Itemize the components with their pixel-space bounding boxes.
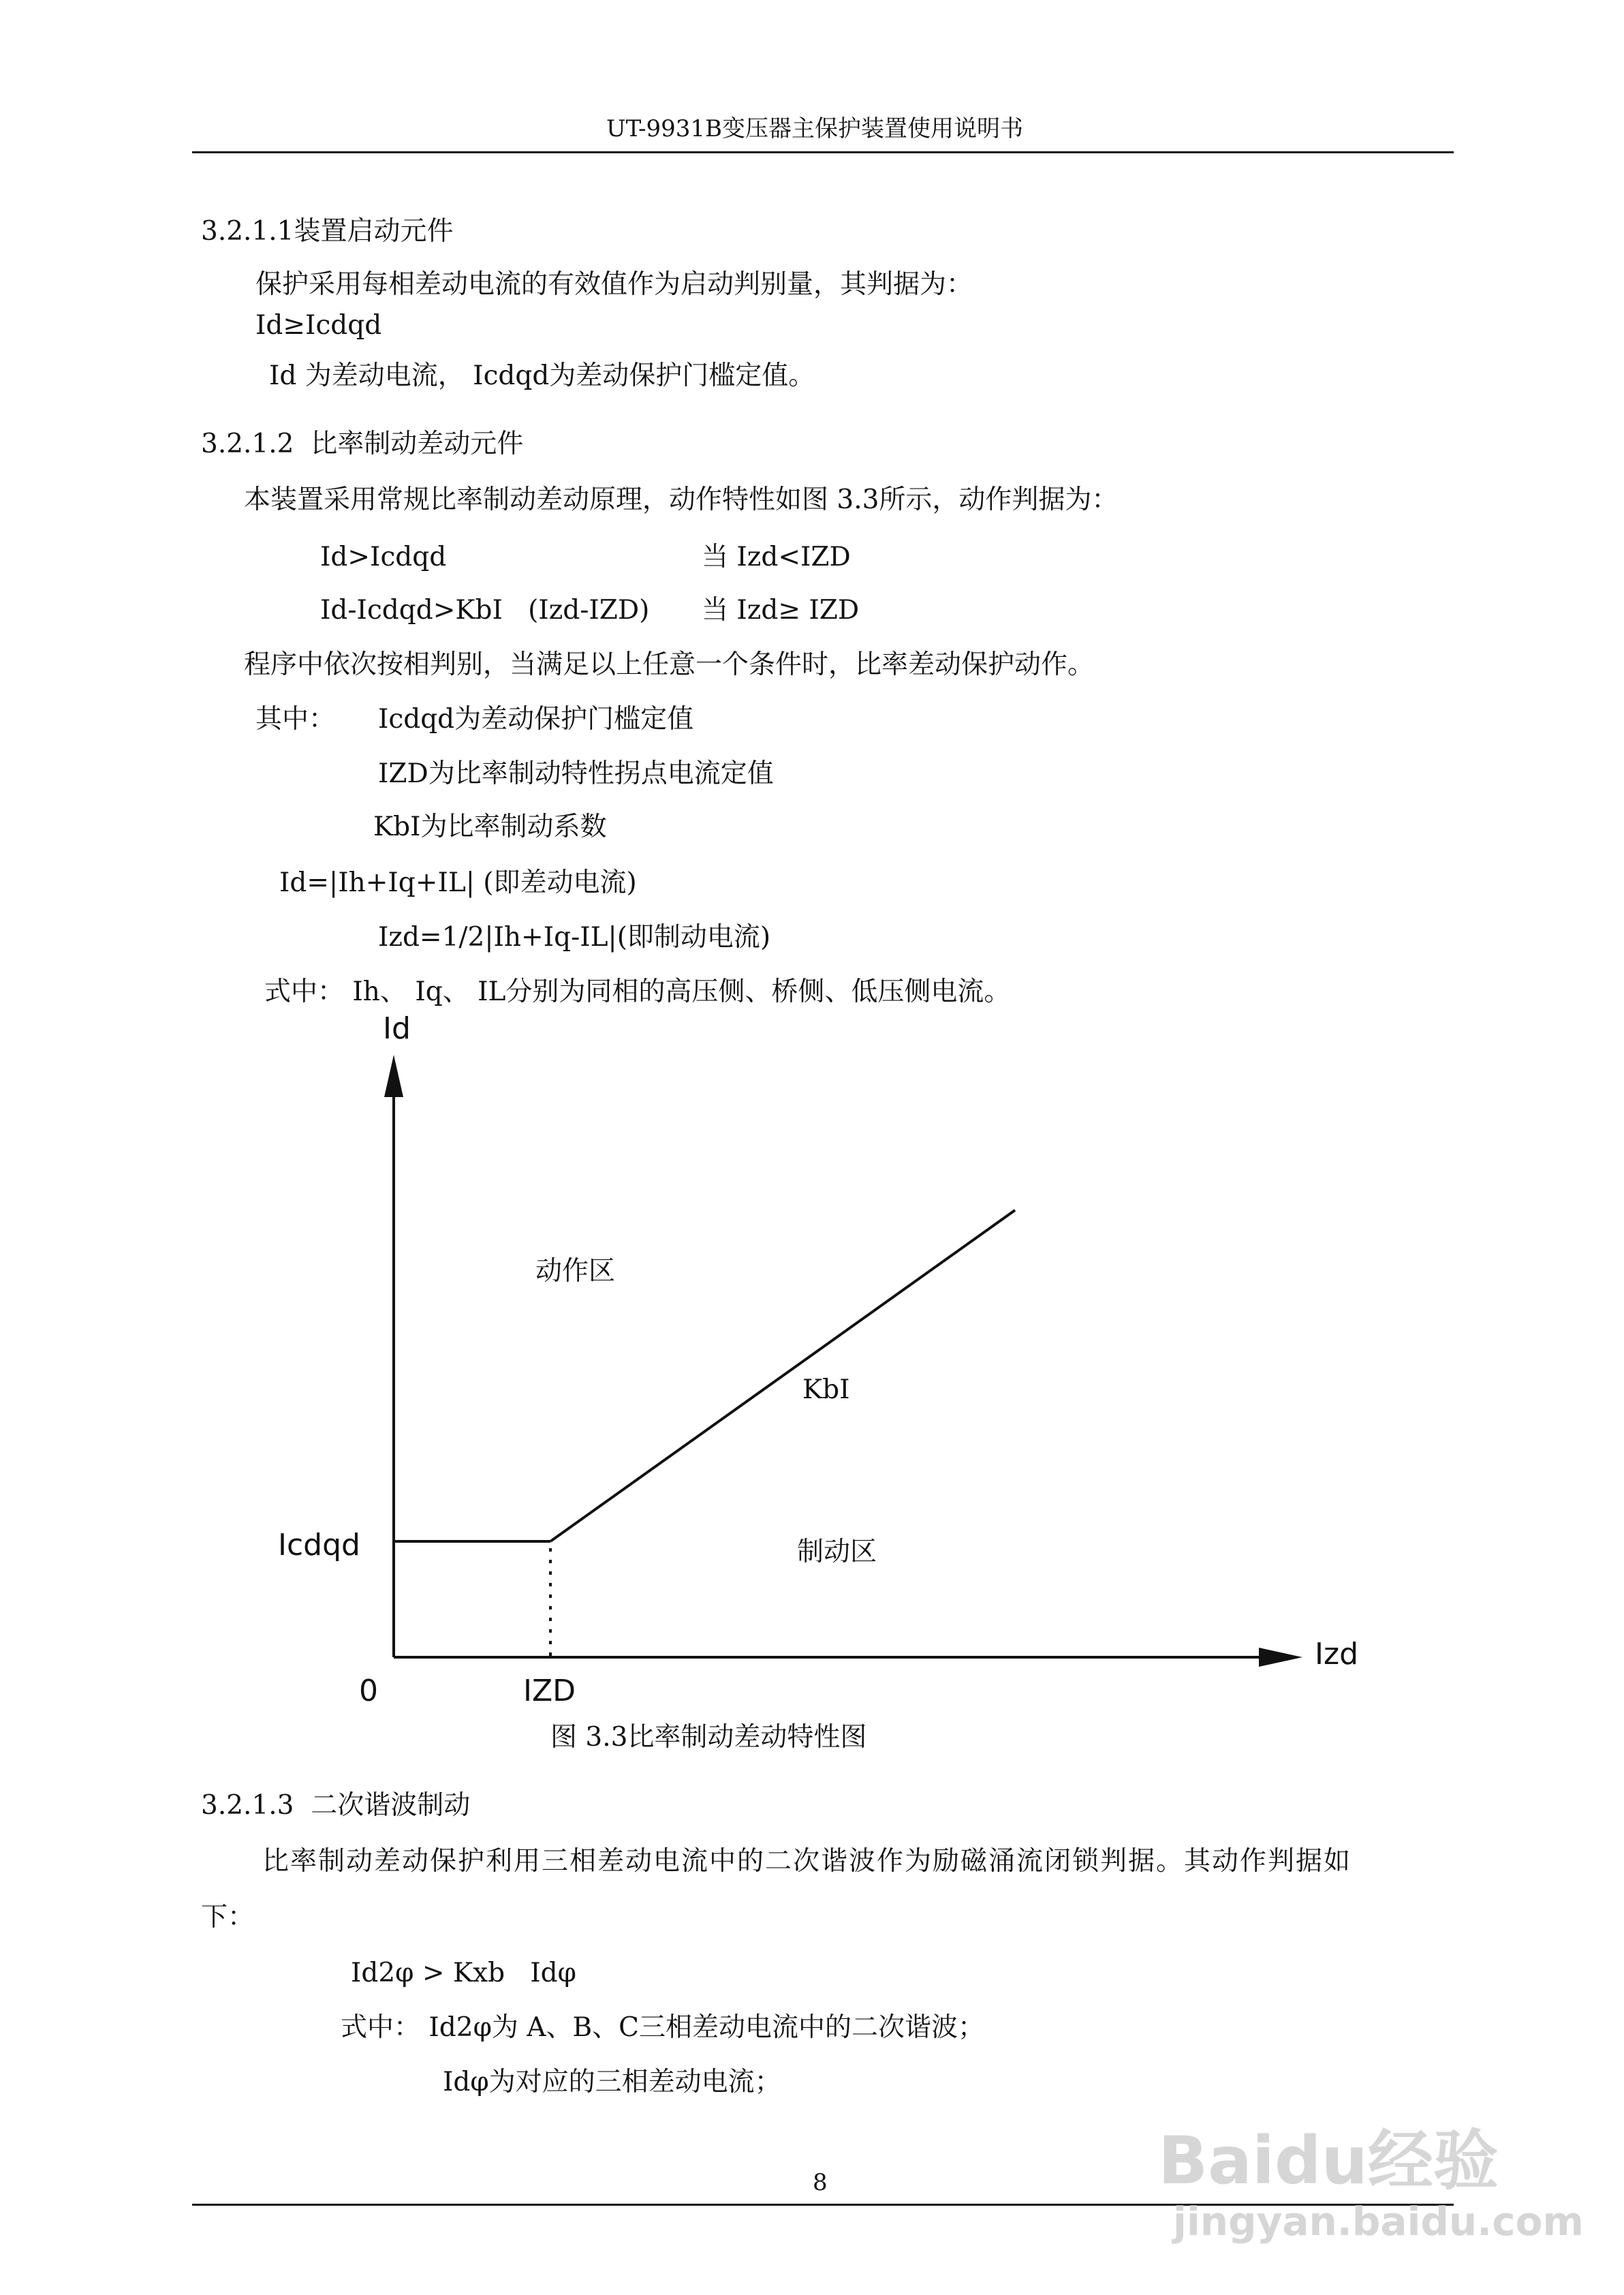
equation-izd: Izd=1/2|Ih+Iq-IL|(即制动电流): [378, 922, 771, 953]
section-3-para-line2: 下：: [201, 1902, 255, 1932]
operate-region-label: 动作区: [535, 1256, 616, 1287]
condition-2-left: Id-Icdqd>KbI (Izd-IZD): [320, 595, 650, 626]
restrain-region-label: 制动区: [797, 1537, 877, 1567]
slope-label: KbI: [802, 1374, 850, 1405]
currents-note: 式中： Ih、 Iq、 IL分别为同相的高压侧、桥侧、低压侧电流。: [264, 976, 1011, 1007]
section-1-formula: Id≥Icdqd: [255, 310, 382, 341]
section-1-line2: Id 为差动电流， Icdqd为差动保护门槛定值。: [269, 360, 815, 391]
izd-tick-label: IZD: [523, 1674, 576, 1708]
section-1-heading: 3.2.1.1装置启动元件: [201, 216, 454, 247]
x-axis-label: Izd: [1315, 1637, 1359, 1672]
section-1-line1: 保护采用每相差动电流的有效值作为启动判别量，其判据为：: [255, 269, 973, 300]
condition-1-right: 当 Izd<IZD: [702, 542, 851, 572]
section-3-heading: 3.2.1.3 二次谐波制动: [201, 1790, 471, 1821]
restraint-slope-line: [550, 1210, 1015, 1541]
baidu-logo-watermark: Baidu经验: [1158, 2123, 1499, 2199]
figure-caption: 图 3.3比率制动差动特性图: [550, 1722, 867, 1753]
x-axis-arrow: [1259, 1648, 1302, 1667]
section-3-formula: Id2φ > Kxb Idφ: [351, 1958, 576, 1988]
where-label: 其中：: [255, 704, 336, 735]
section-3-note2: Idφ为对应的三相差动电流；: [443, 2067, 781, 2097]
icdqd-tick-label: Icdqd: [278, 1528, 360, 1562]
equation-id: Id=|Ih+Iq+IL| (即差动电流): [279, 867, 637, 898]
y-axis-label: Id: [383, 1011, 411, 1046]
section-2-heading: 3.2.1.2 比率制动差动元件: [201, 429, 524, 459]
section-2-intro: 本装置采用常规比率制动差动原理，动作特性如图 3.3所示，动作判据为：: [244, 484, 1119, 515]
section-3-para-line1: 比率制动差动保护利用三相差动电流中的二次谐波作为励磁涌流闭锁判据。其动作判据如: [262, 1846, 1352, 1877]
header-title: UT-9931B变压器主保护装置使用说明书: [606, 115, 1023, 142]
judge-line: 程序中依次按相判别，当满足以上任意一个条件时，比率差动保护动作。: [244, 649, 1095, 680]
condition-1-left: Id>Icdqd: [320, 542, 447, 572]
where-item-1: Icdqd为差动保护门槛定值: [378, 704, 694, 735]
condition-2-right: 当 Izd≥ IZD: [702, 595, 860, 626]
origin-label: 0: [359, 1674, 378, 1708]
where-item-3: KbI为比率制动系数: [373, 812, 607, 842]
y-axis-arrow: [384, 1055, 403, 1097]
section-3-note1: 式中： Id2φ为 A、B、C三相差动电流中的二次谐波；: [341, 2012, 984, 2043]
watermark-url: jingyan.baidu.com: [1173, 2198, 1584, 2245]
page-number: 8: [813, 2169, 828, 2196]
where-item-2: IZD为比率制动特性拐点电流定值: [378, 758, 774, 789]
